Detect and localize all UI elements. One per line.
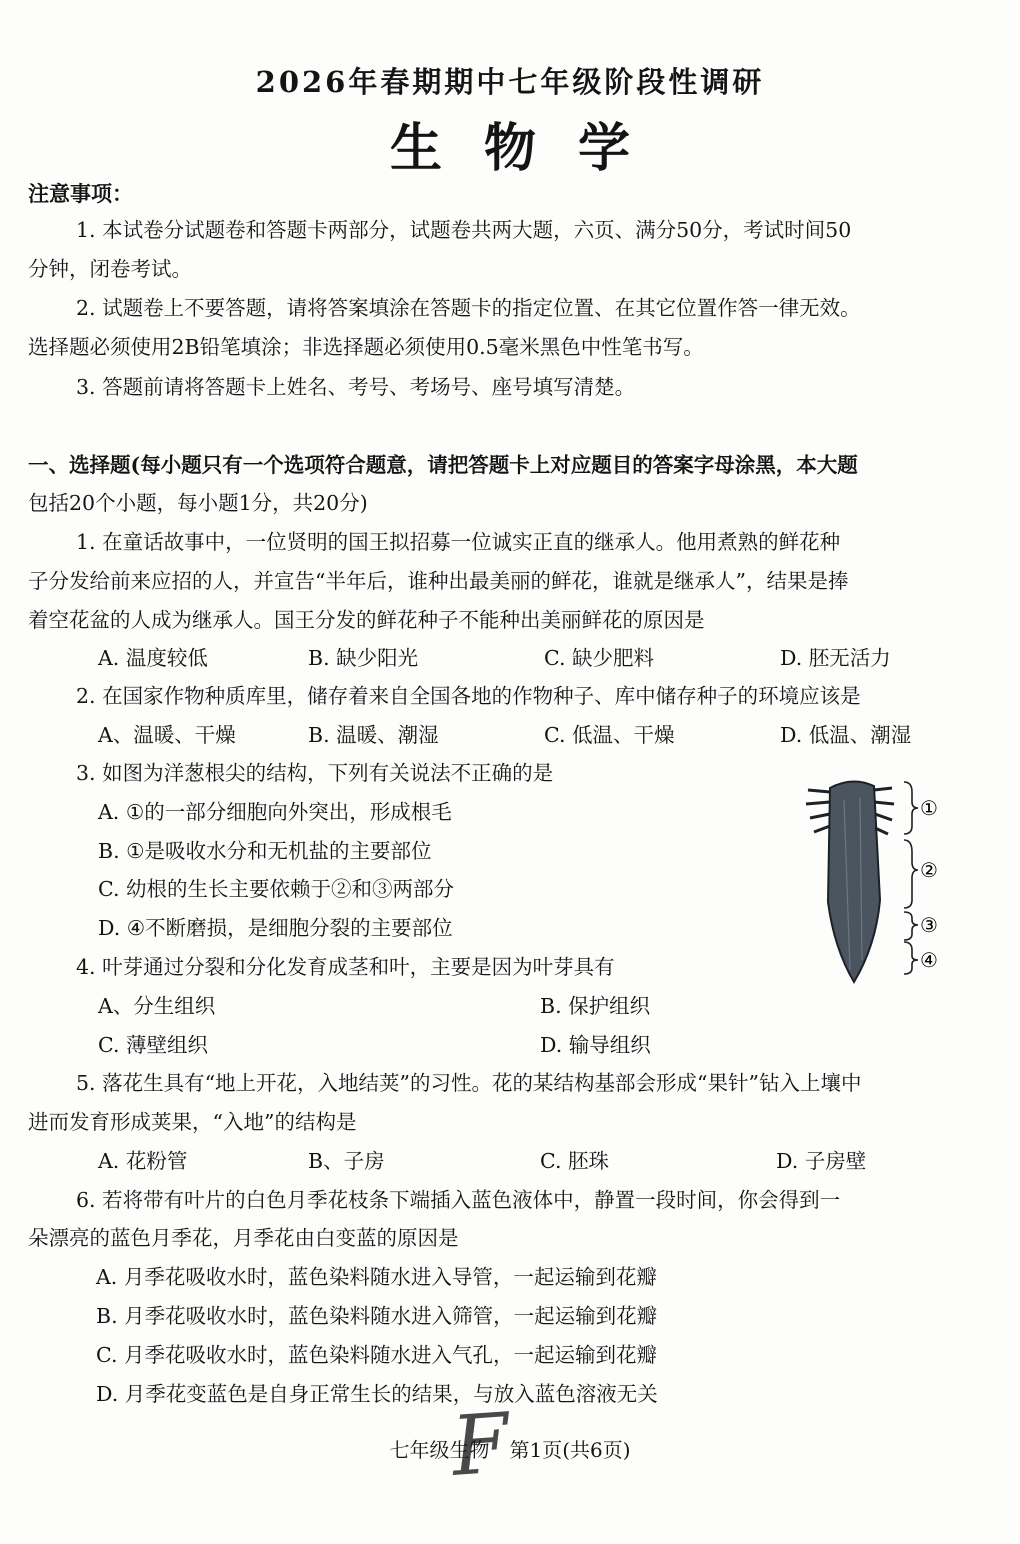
label-zone-2: ②	[920, 858, 938, 882]
notice-item-1-line-2: 分钟，闭卷考试。	[28, 257, 192, 281]
q6-option-c: C. 月季花吸收水时，蓝色染料随水进入气孔，一起运输到花瓣	[96, 1343, 657, 1367]
q6-stem-line-2: 朵漂亮的蓝色月季花，月季花由白变蓝的原因是	[28, 1226, 459, 1250]
q2-option-d: D. 低温、潮湿	[780, 723, 912, 747]
q2-option-c: C. 低温、干燥	[544, 723, 675, 747]
q1-stem-line-1: 1. 在童话故事中，一位贤明的国王拟招募一位诚实正直的继承人。他用煮熟的鲜花种	[76, 530, 841, 554]
q4-stem: 4. 叶芽通过分裂和分化发育成茎和叶，主要是因为叶芽具有	[76, 955, 615, 979]
section-1-title-line-2: 包括20个小题，每小题1分，共20分)	[28, 491, 368, 515]
q4-option-a: A、分生组织	[98, 994, 216, 1018]
q4-option-b: B. 保护组织	[540, 994, 651, 1018]
exam-title: 2026年春期期中七年级阶段性调研	[255, 65, 765, 99]
q5-option-c: C. 胚珠	[540, 1149, 609, 1173]
notice-item-1-line-1: 1. 本试卷分试题卷和答题卡两部分，试题卷共两大题，六页、满分50分，考试时间50	[76, 218, 852, 242]
q5-stem-line-1: 5. 落花生具有“地上开花，入地结荚”的习性。花的某结构基部会形成“果针”钻入上壤中	[76, 1071, 862, 1095]
q6-option-b: B. 月季花吸收水时，蓝色染料随水进入筛管，一起运输到花瓣	[96, 1304, 658, 1328]
label-zone-3: ③	[920, 913, 938, 937]
q2-option-b: B. 温暖、潮湿	[308, 723, 439, 747]
subject-title: 生物学	[389, 118, 672, 179]
q6-stem-line-1: 6. 若将带有叶片的白色月季花枝条下端插入蓝色液体中，静置一段时间，你会得到一	[76, 1188, 841, 1212]
page-footer: 七年级生物 第1页(共6页)	[389, 1438, 631, 1462]
notice-heading: 注意事项：	[28, 181, 133, 206]
q5-option-d: D. 子房壁	[776, 1149, 867, 1173]
q6-option-a: A. 月季花吸收水时，蓝色染料随水进入导管，一起运输到花瓣	[96, 1265, 657, 1289]
q5-option-a: A. 花粉管	[98, 1149, 188, 1173]
q2-stem: 2. 在国家作物种质库里，储存着来自全国各地的作物种子、库中储存种子的环境应该是	[76, 684, 861, 708]
q4-option-d: D. 输导组织	[540, 1033, 651, 1057]
q3-option-d: D. ④不断磨损，是细胞分裂的主要部位	[98, 916, 453, 940]
q3-stem: 3. 如图为洋葱根尖的结构，下列有关说法不正确的是	[76, 761, 554, 785]
q3-option-a: A. ①的一部分细胞向外突出，形成根毛	[98, 800, 452, 824]
q1-stem-line-3: 着空花盆的人成为继承人。国王分发的鲜花种子不能种出美丽鲜花的原因是	[28, 608, 705, 632]
q3-option-b: B. ①是吸收水分和无机盐的主要部位	[98, 839, 432, 863]
section-1-title-line-1: 一、选择题(每小题只有一个选项符合题意，请把答题卡上对应题目的答案字母涂黑，本大题	[28, 453, 858, 477]
onion-root-tip-figure	[800, 770, 940, 990]
q4-option-c: C. 薄壁组织	[98, 1033, 208, 1057]
q1-stem-line-2: 子分发给前来应招的人，并宣告“半年后，谁种出最美丽的鲜花，谁就是继承人”，结果是捧	[28, 569, 849, 593]
q5-stem-line-2: 进而发育形成荚果，“入地”的结构是	[28, 1110, 357, 1134]
q1-option-d: D. 胚无活力	[780, 646, 891, 670]
q1-option-b: B. 缺少阳光	[308, 646, 419, 670]
q1-option-c: C. 缺少肥料	[544, 646, 654, 670]
root-tip-illustration	[800, 770, 940, 990]
notice-item-2-line-1: 2. 试题卷上不要答题，请将答案填涂在答题卡的指定位置、在其它位置作答一律无效。	[76, 296, 861, 320]
q1-option-a: A. 温度较低	[98, 646, 208, 670]
watermark-letter: F	[448, 1396, 513, 1495]
notice-item-3: 3. 答题前请将答题卡上姓名、考号、考场号、座号填写清楚。	[76, 375, 636, 399]
notice-item-2-line-2: 选择题必须使用2B铅笔填涂；非选择题必须使用0.5毫米黑色中性笔书写。	[28, 335, 704, 359]
q5-option-b: B、子房	[308, 1149, 385, 1173]
q3-option-c: C. 幼根的生长主要依赖于②和③两部分	[98, 877, 454, 901]
q2-option-a: A、温暖、干燥	[98, 723, 236, 747]
label-zone-4: ④	[920, 948, 938, 972]
q6-option-d: D. 月季花变蓝色是自身正常生长的结果，与放入蓝色溶液无关	[96, 1382, 658, 1406]
label-zone-1: ①	[920, 796, 938, 820]
